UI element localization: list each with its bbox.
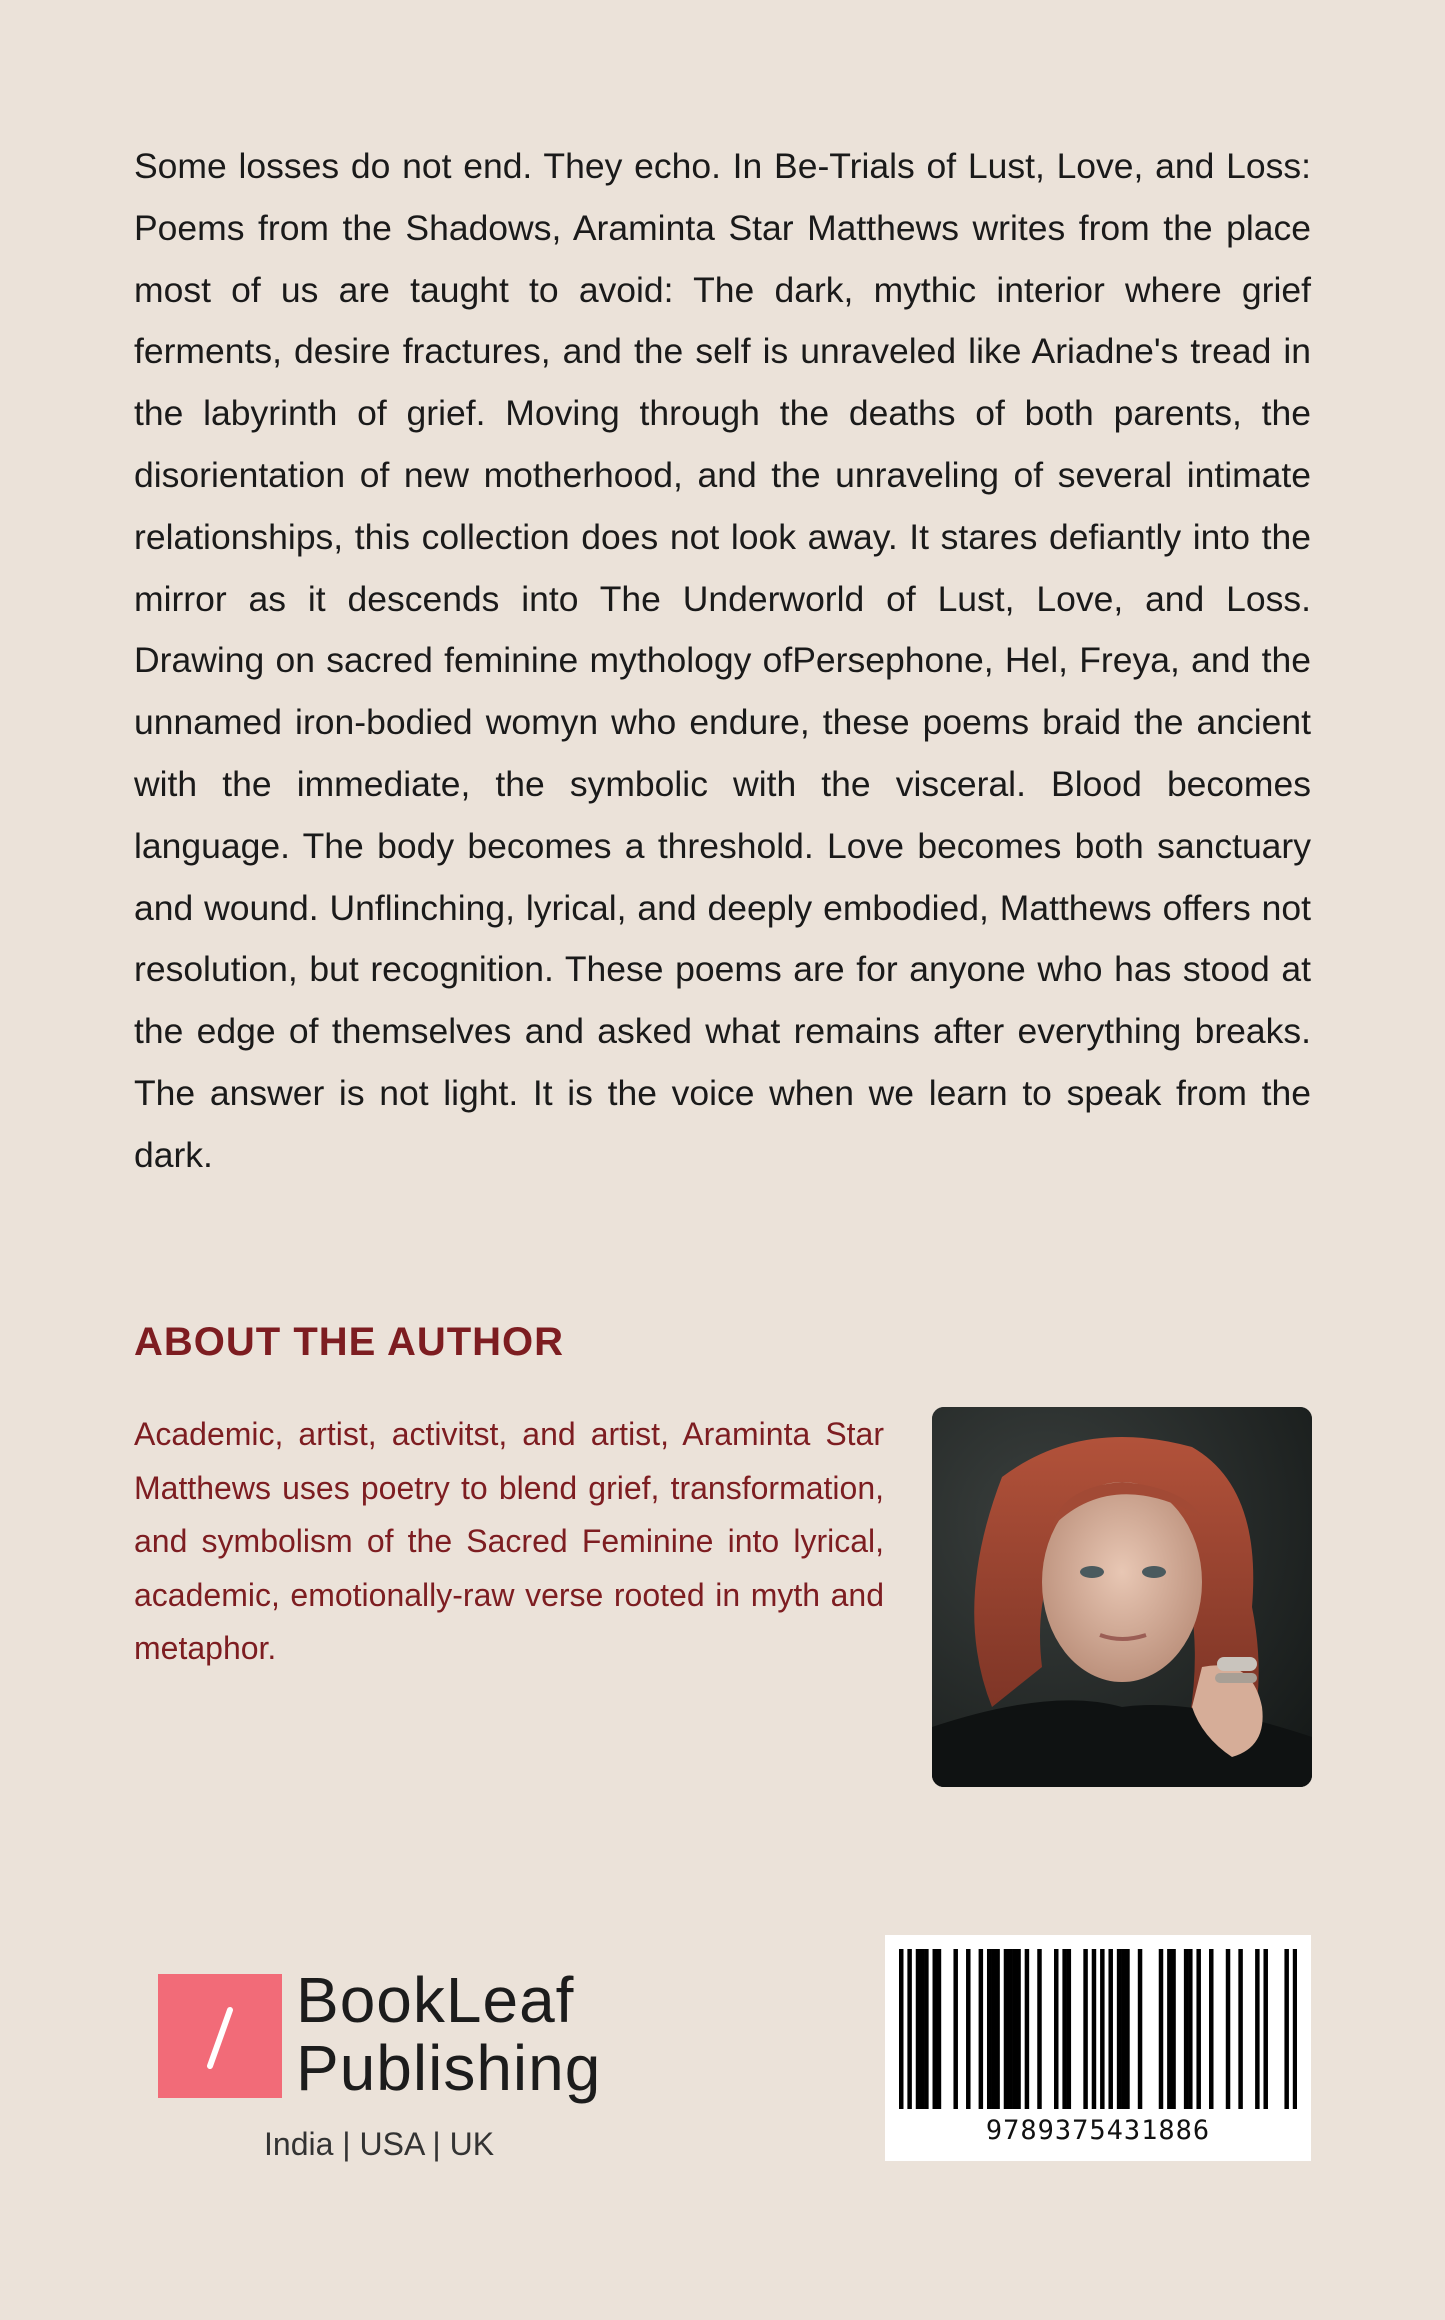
barcode-bar	[1125, 1949, 1129, 2109]
barcode-bar	[1184, 1949, 1188, 2109]
barcode-bar	[1012, 1949, 1016, 2109]
barcode-bar	[953, 1949, 957, 2109]
barcode-bar	[1004, 1949, 1008, 2109]
logo-leaf-square	[158, 1974, 282, 2098]
barcode-bar	[1008, 1949, 1012, 2109]
barcode-bar	[995, 1949, 999, 2109]
barcode-bar	[1167, 1949, 1171, 2109]
barcode-bar	[1159, 1949, 1163, 2109]
barcode-bar	[920, 1949, 924, 2109]
barcode-bar	[1100, 1949, 1104, 2109]
barcode-bar	[899, 1949, 903, 2109]
barcode-bars	[899, 1949, 1297, 2109]
barcode-bar	[1083, 1949, 1087, 2109]
isbn-number: 9789375431886	[985, 2115, 1211, 2146]
barcode-bar	[1054, 1949, 1058, 2109]
barcode-bar	[1037, 1949, 1041, 2109]
barcode-bar	[1171, 1949, 1175, 2109]
barcode-bar	[1092, 1949, 1096, 2109]
publisher-name-line2: Publishing	[296, 2032, 602, 2104]
barcode-bar	[1016, 1949, 1020, 2109]
barcode-bar	[1209, 1949, 1213, 2109]
barcode-bar	[966, 1949, 970, 2109]
about-author-heading: ABOUT THE AUTHOR	[134, 1320, 565, 1364]
barcode-bar	[991, 1949, 995, 2109]
publisher-name-line1: BookLeaf	[296, 1964, 575, 2036]
barcode-bar	[1284, 1949, 1288, 2109]
slash-icon	[158, 1974, 282, 2098]
barcode-bar	[1108, 1949, 1112, 2109]
barcode-bar	[1121, 1949, 1125, 2109]
barcode-bar	[1293, 1949, 1297, 2109]
barcode-bar	[1226, 1949, 1230, 2109]
barcode-bar	[987, 1949, 991, 2109]
barcode-bar	[1188, 1949, 1192, 2109]
barcode-bar	[916, 1949, 920, 2109]
publisher-logo	[158, 1964, 618, 2168]
barcode-bar	[924, 1949, 928, 2109]
barcode-bar	[1255, 1949, 1259, 2109]
barcode-bar	[1196, 1949, 1200, 2109]
barcode-bar	[1263, 1949, 1267, 2109]
barcode-bar	[937, 1949, 941, 2109]
barcode-bar	[933, 1949, 937, 2109]
barcode-bar	[907, 1949, 911, 2109]
barcode-bar	[979, 1949, 983, 2109]
barcode-bar	[1117, 1949, 1121, 2109]
barcode-bar	[1062, 1949, 1066, 2109]
barcode-bar	[1067, 1949, 1071, 2109]
publisher-regions: India | USA | UK	[264, 2126, 495, 2162]
barcode-bar	[1238, 1949, 1242, 2109]
isbn-barcode	[885, 1935, 1311, 2161]
barcode-bar	[1025, 1949, 1029, 2109]
about-author-text: Academic, artist, activitst, and artist, Araminta Star Matthews uses poetry to blend grief, transformation, and symbolism of the Sacred Feminine into lyrical, academic, emotionally-raw verse rooted in myth and metaphor.	[134, 1416, 884, 1666]
author-photo	[932, 1407, 1312, 1787]
back-cover-blurb: Some losses do not end. They echo. In Be-Trials of Lust, Love, and Loss: Poems from the Shadows, Araminta Star Matthews writes from the place most of us are taught to avoid: The dark, mythic interior where grief ferments, desire fractures, and the self is unraveled like Ariadne's tread in the labyrinth of grief. Moving through the deaths of both parents, the disorientation of new motherhood, and the unraveling of several intimate relationships, this collection does not look away. It stares defiantly into the mirror as it descends into The Underworld of Lust, Love, and Loss. Drawing on sacred feminine mythology ofPersephone, Hel, Freya, and the unnamed iron-bodied womyn who endure, these poems braid the ancient with the immediate, the symbolic with the visceral. Blood becomes language. The body becomes a threshold. Love becomes both sanctuary and wound. Unflinching, lyrical, and deeply embodied, Matthews offers not resolution, but recognition. These poems are for anyone who has stood at the edge of themselves and asked what remains after everything breaks. The answer is not light. It is the voice when we learn to speak from the dark.	[134, 146, 1311, 1175]
barcode-bar	[1138, 1949, 1142, 2109]
